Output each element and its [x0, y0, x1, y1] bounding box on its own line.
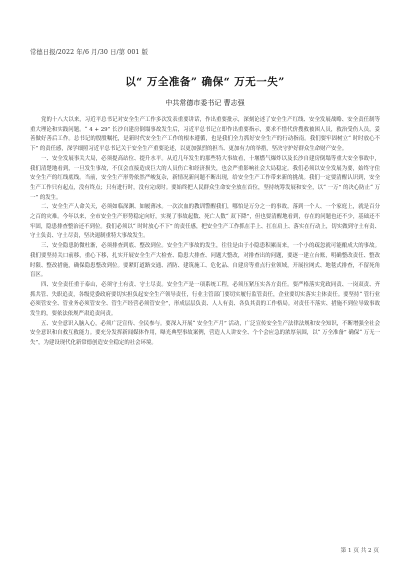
paragraph: 党的十八大以来，习近平总书记对安全生产工作多次发表重要讲话，作出重要批示，深刻论述了安全生产红线、安全发展战略、安全责任制等重大理论和实践问题。“ 4 + 29” 长沙自建房倒塌事故发生后，习近平总书记立即作出重要指示，要求不惜代价搜救被困人员，救治受伤人员，妥善做好善后工作。总书记的殷殷嘱托，是新时代安全生产工作的根本遵循，也是我们全力抓好安全生产的行动指南。我们要牢固树立“ 时时放心不下” 的责任感，深学细照习近平总书记关于安全生产重要论述，以更加强烈的担当、更加有力的举措，坚决守护好群众生命财产安全。 — [30, 117, 380, 153]
paragraph: 三、安全隐患防微杜渐，必须排查到底、整改到位。安全生产事故的发生，往往是由于小隐患积累而来，一个小的疏忽就可能酿成大的事故。我们要坚持关口前移，重心下移，扎实开展安全生产大检查、隐患大排查、问题大整改，对排查出的问题，要逐一建立台账，明确整改责任、整改时限、整改措施，确保隐患整改到位。要紧盯道路交通、消防、建筑施工、危化品、自建房等重点行业领域，开展拉网式、地毯式排查，不留死角盲区。 — [30, 243, 380, 279]
paragraph: 一、安全发展事关大局，必须提高站位、提升水平。从近几年发生的那些特大事故看，十堰燃气爆炸以及长沙自建房倒塌等重大安全事故中，我们清楚地看到，一旦发生事故，不仅会直接造成巨大的人员伤亡和经济损失，也会严重影响社会大局稳定。我们必须以安全发展为要，始终守住安全生产的红线底线。当前，安全生产形势依然严峻复杂，新情况新问题不断出现，给安全生产工作带来新的挑战。我们一定要清醒认识到，安全生产工作只有起点，没有终点；只有进行时，没有完成时。要始终把人民群众生命安全放在首位，坚持统筹发展和安全，以“ 一万” 的决心防止“ 万一” 的发生。 — [30, 155, 380, 201]
paragraph: 四、安全责任重于泰山，必须守土有责、守土尽责。安全生产是一项系统工程，必须压紧压实各方责任。要严格落实党政同责、一岗双责、齐抓共管、失职追责，各级党委政府要切实担负起安全生产领导责任，行业主管部门要切实履行监管责任，企业要切实落实主体责任。要坚持“ 管行业必须管安全、管业务必须管安全、管生产经营必须管安全”，形成层层负责、人人有责、各负其责的工作格局。对责任不落实、措施不到位导致事故发生的，要依法依规严肃追责问责。 — [30, 281, 380, 318]
article-body — [30, 116, 380, 349]
article-author: 中共常德市委书记 曹志强 — [165, 99, 245, 107]
article-title: 以“ 万全准备” 确保“ 万无一失” — [125, 76, 285, 88]
paragraph: 二、安全生产人命关天，必须如临深渊、如履薄冰。一次次血的教训警醒我们，哪怕是万分之一的事故，落到一个人、一个家庭上，就是百分之百的灾难。今年以来，全市安全生产形势稳定向好，实现了事故起数、死亡人数“ 双下降”，但也要清醒地看到，存在的问题也还不少，基础还不牢固，隐患排查整治还不到位。我们必须以“ 时时放心不下” 的责任感，把安全生产工作抓在手上、扛在肩上、落实在行动上，切实做到守土有责、守土负责、守土尽责，坚决遏制重特大事故发生。 — [30, 204, 380, 240]
newspaper-source: 常德日报/2022 年/6 月/30 日/第 001 版 — [30, 49, 149, 56]
paragraph: 五、安全意识入脑入心，必须广泛宣传、全民参与。要深入开展“ 安全生产月” 活动，广泛宣传安全生产法律法规和安全知识，不断增强全社会安全意识和自救互救能力。要充分发挥新闻媒体作用，曝光典型事故案例，营造人人讲安全、个个会应急的浓厚氛围，以“ 万全准备” 确保“ 万无一失”，为建设现代化新常德创造安全稳定的社会环境。 — [30, 320, 380, 347]
page-indicator: 第 1 页 共 2 页 — [340, 548, 379, 554]
